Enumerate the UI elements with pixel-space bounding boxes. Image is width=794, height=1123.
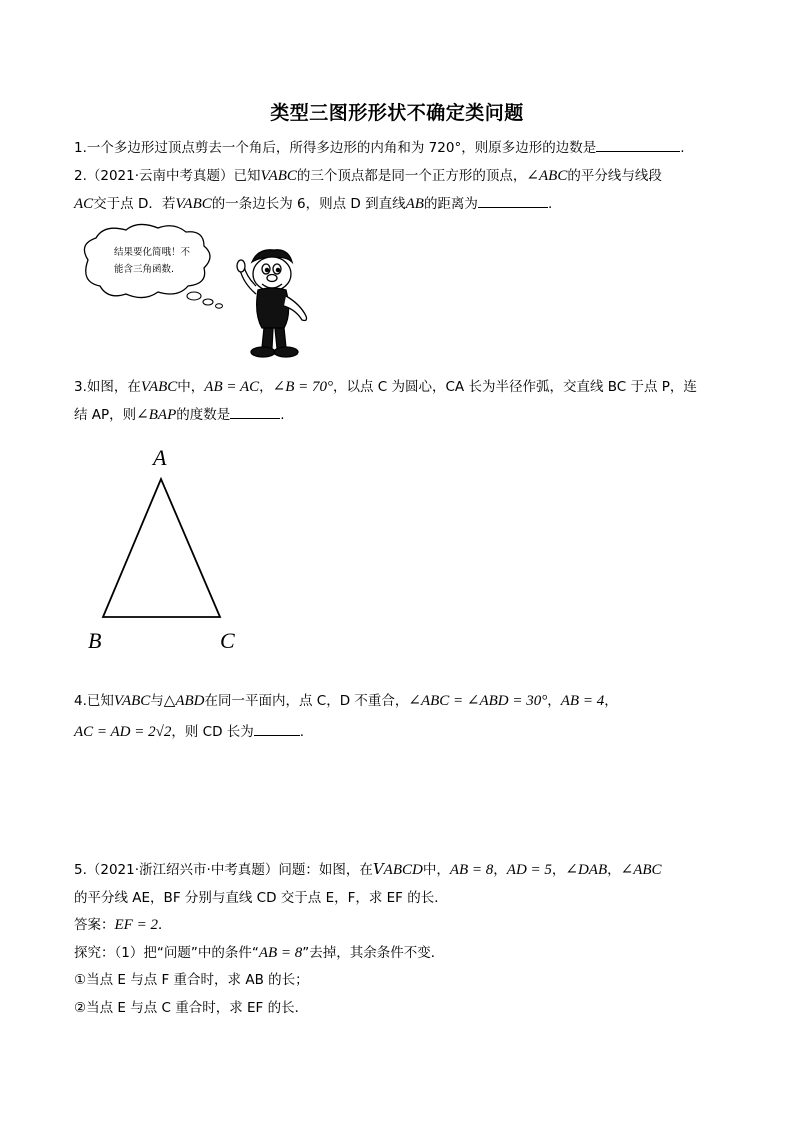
q5-answer-equation: EF = 2 — [114, 917, 158, 933]
bubble-text-2: 能含三角函数. — [114, 264, 175, 275]
question-5-line-1 — [74, 861, 662, 879]
q2-text-4: 的一条边长为 6，则点 D 到直线 — [211, 196, 406, 212]
q3-angle-bap: ∠BAP — [136, 407, 177, 423]
q5-ad-value: AD = 5 — [506, 862, 552, 878]
question-4-line-2 — [74, 722, 304, 741]
q2-segment-ac: AC — [74, 196, 94, 212]
q3-text-2: 中， — [177, 379, 205, 395]
question-1 — [74, 138, 685, 157]
q3-angle-b: ∠B = 70° — [272, 379, 333, 395]
q4-text-1: 4.已知 — [74, 693, 114, 709]
question-2-line-2 — [74, 194, 552, 213]
q2-angle-abc: ∠ABC — [526, 168, 568, 184]
q2-text-1: 的三个顶点都是同一个正方形的顶点， — [296, 168, 527, 184]
triangle-abc-figure — [80, 445, 260, 660]
q4-text-3: 在同一平面内，点 C，D 不重合， — [204, 693, 409, 709]
q3-text-3: ，以点 C 为圆心，CA 长为半径作弧，交直线 BC 于点 P，连 — [332, 379, 697, 395]
q5-answer — [74, 916, 171, 934]
q3-answer-blank[interactable] — [230, 405, 280, 419]
cartoon-character-icon — [237, 250, 307, 357]
question-3-line-1 — [74, 378, 697, 396]
cartoon-hint-figure — [74, 222, 334, 372]
q2-triangle-abc-2: VABC — [175, 196, 212, 212]
q3-equation-ab-ac: AB = AC — [204, 379, 260, 395]
q2-text-5: 的距离为 — [423, 196, 478, 212]
page-title: 类型三图形形状不确定类问题 — [270, 102, 524, 124]
q2-line-ab: AB — [405, 196, 424, 212]
thought-bubble — [84, 224, 222, 308]
q4-triangle-abc: VABC — [113, 693, 151, 709]
q4-angle-equation: ∠ABC = ∠ABD = 30° — [408, 693, 548, 709]
q5-text-2: 中， — [422, 862, 450, 878]
q5-angle-abc: ∠ABC — [620, 862, 662, 878]
triangle-abc-shape — [103, 479, 220, 617]
q4-ab-value: AB = 4 — [560, 693, 605, 709]
vertex-label-a: A — [153, 445, 167, 470]
q4-ac-ad-value: AC = AD = 2√2 — [74, 724, 172, 740]
q4-end: . — [299, 724, 305, 740]
q1-answer-blank[interactable] — [596, 138, 680, 152]
q1-end: . — [680, 140, 685, 156]
q5-text-1: 5.（2021·浙江绍兴市·中考真题）问题：如图，在 — [74, 862, 373, 878]
q4-text-2: 与 — [150, 693, 164, 709]
q4-separator: ， — [547, 693, 561, 709]
q5-angle-dab: ∠DAB — [565, 862, 608, 878]
q2-text-3: 交于点 D．若 — [93, 196, 176, 212]
q5-item-2: ②当点 E 与点 C 重合时，求 EF 的长． — [74, 1000, 309, 1016]
q2-source: 2.（2021·云南中考真题）已知 — [74, 168, 261, 184]
vertex-label-b: B — [88, 628, 102, 653]
q5-explore-equation: AB = 8 — [258, 945, 303, 961]
question-4-line-1 — [74, 692, 618, 710]
q3-text-4: 结 AP，则 — [74, 407, 137, 423]
q5-item-1: ①当点 E 与点 F 重合时，求 AB 的长； — [74, 972, 309, 988]
q5-explore-text-1: 探究：（1）把“问题”中的条件“ — [74, 945, 259, 961]
q3-text-1: 3.如图，在 — [74, 379, 141, 395]
q4-answer-blank[interactable] — [254, 722, 300, 736]
q2-answer-blank[interactable] — [478, 194, 548, 208]
question-5-line-2 — [74, 889, 448, 907]
q2-triangle-abc: VABC — [260, 168, 297, 184]
q5-ab-value: AB = 8 — [449, 862, 494, 878]
q5-explore-text-2: ”去掉，其余条件不变． — [302, 945, 445, 961]
vertex-label-c: C — [220, 628, 235, 653]
q2-text-2: 的平分线与线段 — [567, 168, 662, 184]
q4-triangle-abd: △ABD — [163, 693, 205, 709]
q3-text-5: 的度数是 — [176, 407, 231, 423]
q5-sep-2: ， — [551, 862, 566, 878]
q5-sep-1: ， — [493, 862, 507, 878]
q3-end: . — [280, 407, 285, 423]
q5-explore — [74, 944, 444, 962]
q5-answer-label: 答案： — [74, 917, 115, 933]
q3-comma: ， — [259, 379, 273, 395]
q5-parallelogram: ⅤABCD — [372, 862, 423, 878]
q2-end: . — [547, 196, 553, 212]
question-2-line-1 — [74, 167, 662, 185]
bubble-text-1: 结果要化简哦！不 — [114, 247, 191, 258]
q5-text-3: 的平分线 AE，BF 分别与直线 CD 交于点 E，F，求 EF 的长． — [74, 890, 448, 906]
q4-text-4: ， — [604, 693, 618, 709]
q4-text-5: ，则 CD 长为 — [171, 724, 254, 740]
q5-answer-end: ． — [157, 917, 172, 933]
q5-sep-3: ， — [607, 862, 621, 878]
question-3-line-2 — [74, 405, 285, 424]
q1-text: 1.一个多边形过顶点剪去一个角后，所得多边形的内角和为 720°，则原多边形的边数是 — [74, 140, 597, 156]
q3-triangle-abc: VABC — [140, 379, 178, 395]
